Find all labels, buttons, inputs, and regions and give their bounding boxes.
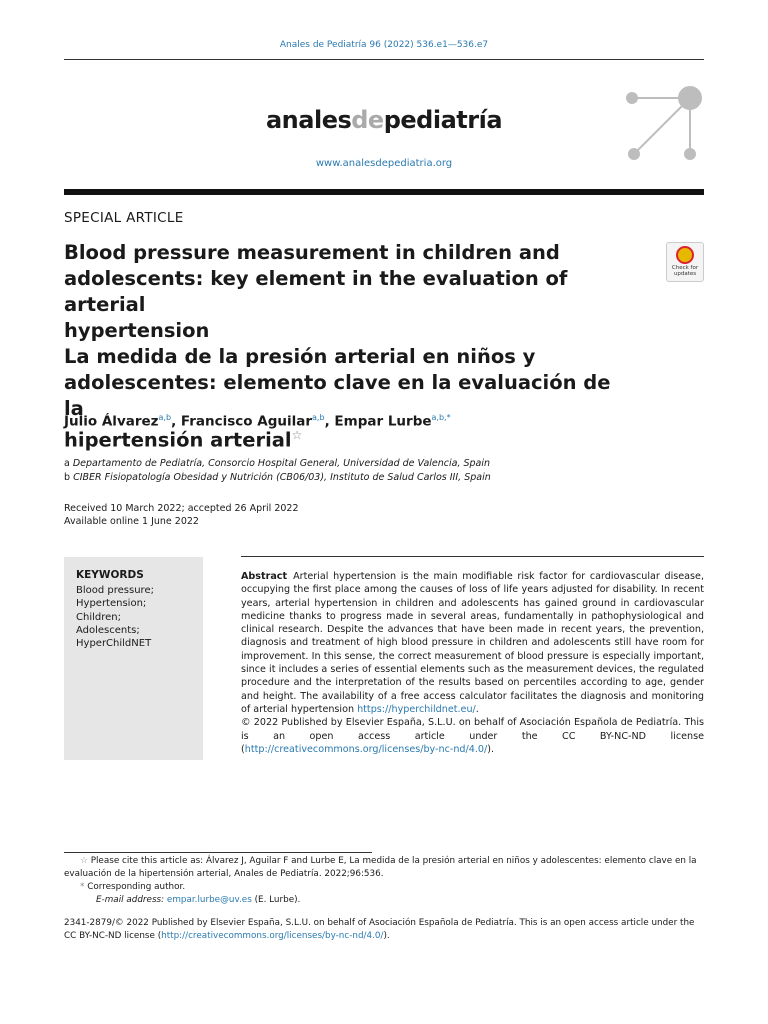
title-en-line: adolescents: key element in the evaluation of arterial <box>64 267 568 316</box>
keyword-item: Adolescents; <box>76 624 140 636</box>
abstract: Abstract Arterial hypertension is the main modifiable risk factor for cardiovascular disease, occupying the first place among the causes of loss of life years adjusted for disability. In recent years, arterial hypertension in children and adolescents has gained ground in cardiovascular medicine thanks to progress made in several areas, fundamentally in pathophysiological and clinical research. Despite the advances that have been made in recent years, the prevention, diagnosis and treatment of high blood pressure in children and adolescents still have room for improvement. In this sense, the correct measurement of blood pressure is especially important, since it includes a series of essential elements such as the measurement devices, the regulated procedure and the interpretation of the results based on percentiles according to age, gender and height. The availability of a free access calculator facilitates the diagnosis and monitoring of arterial hypertension https://hyperchildnet.eu/. © 2022 Published by Elsevier España, S.L.U. on behalf of Asociación Española de Pediatría. This is an open access article under the CC BY-NC-ND license (http://creativecommons.org/licenses/by-nc-nd/4.0/). <box>241 571 704 755</box>
keyword-item: Hypertension; <box>76 598 147 610</box>
abstract-label: Abstract <box>241 571 288 582</box>
title-en-line: Blood pressure measurement in children and <box>64 241 560 264</box>
license-link[interactable]: http://creativecommons.org/licenses/by-nc-nd/4.0/ <box>244 743 488 755</box>
author-list <box>64 413 451 430</box>
header-thick-rule <box>64 189 704 195</box>
online-date: Available online 1 June 2022 <box>64 516 199 527</box>
header-rule <box>64 59 704 60</box>
check-for-updates-badge[interactable]: Check for updates <box>666 242 704 282</box>
affiliation-a: a Departamento de Pediatría, Consorcio Hospital General, Universidad de Valencia, Spain <box>64 458 491 469</box>
keyword-item: Children; <box>76 611 121 623</box>
received-date: Received 10 March 2022; accepted 26 April 2022 <box>64 503 299 514</box>
title-en-line: hypertension <box>64 319 210 342</box>
author-name[interactable]: Julio Álvarez <box>64 413 159 430</box>
corresponding-author-note: * Corresponding author. <box>80 882 186 892</box>
footnote-rule <box>64 852 372 853</box>
abstract-rule <box>241 556 704 557</box>
author-affiliation-marks[interactable]: a,b <box>312 413 325 422</box>
email-link[interactable]: empar.lurbe@uv.es <box>166 895 252 905</box>
abstract-body: Arterial hypertension is the main modifiable risk factor for cardiovascular disease, occupying the first place among the causes of loss of life years adjusted for disability. In recent years, arterial hypertension in children and adolescents has gained ground in cardiovascular medicine thanks to progress made in several areas, fundamentally in pathophysiological and clinical research. Despite the advances that have been made in recent years, the prevention, diagnosis and treatment of high blood pressure in children and adolescents still have room for improvement. In this sense, the correct measurement of blood pressure is especially important, since it includes a series of essential elements such as the measurement devices, the regulated procedure and the interpretation of the results based on percentiles according to age, gender and height. The availability of a free access calculator facilitates the diagnosis and monitoring of arterial hypertension <box>241 571 704 715</box>
footer-license-link[interactable]: http://creativecommons.org/licenses/by-nc-nd/4.0/ <box>161 930 384 941</box>
author-name[interactable]: Empar Lurbe <box>334 413 432 430</box>
author-affiliation-marks[interactable]: a,b,* <box>431 413 451 422</box>
hyperchildnet-link[interactable]: https://hyperchildnet.eu/ <box>357 703 476 715</box>
title-es-line: La medida de la presión arterial en niños y <box>64 345 536 368</box>
affiliation-b: b CIBER Fisiopatología Obesidad y Nutrición (CB06/03), Instituto de Salud Carlos III, Spain <box>64 472 491 483</box>
keywords-box <box>64 557 203 760</box>
keywords-title: KEYWORDS <box>76 569 144 581</box>
section-label: SPECIAL ARTICLE <box>64 210 184 226</box>
journal-website-link[interactable]: www.analesdepediatria.org <box>315 158 453 169</box>
update-icon <box>676 246 694 264</box>
author-separator: , <box>171 413 181 430</box>
keyword-item: Blood pressure; <box>76 585 154 596</box>
author-affiliation-marks[interactable]: a,b <box>158 413 172 422</box>
title-es-line: hipertensión arterial☆ <box>64 428 303 452</box>
journal-network-icon <box>622 84 708 166</box>
author-name[interactable]: Francisco Aguilar <box>180 413 313 430</box>
copyright-text: © 2022 Published by Elsevier España, S.L.U. on behalf of Asociación Española de Pediatría. This is an open access article under the CC BY-NC-ND license ( <box>241 717 704 755</box>
keyword-item: HyperChildNET <box>76 638 152 650</box>
journal-reference[interactable]: Anales de Pediatría 96 (2022) 536.e1—536.e7 <box>279 40 489 50</box>
email-note: E-mail address: empar.lurbe@uv.es (E. Lurbe). <box>96 895 301 905</box>
issn-license-note: 2341-2879/© 2022 Published by Elsevier España, S.L.U. on behalf of Asociación Española de Pediatría. This is an open access article under the CC BY-NC-ND license (http://creativecommons.org/licenses/by-nc-nd/4.0/). <box>64 918 695 941</box>
citation-footnote: ☆ Please cite this article as: Álvarez J, Aguilar F and Lurbe E, La medida de la presión arterial en niños y adolescentes: elemento clave en la evaluación de la hipertensión arterial, Anales de Pediatría. 2022;96:536. <box>64 856 697 879</box>
author-separator: , <box>324 413 335 430</box>
title-es-line: adolescentes: elemento clave en la evaluación de la <box>64 371 611 420</box>
journal-logo: analesdepediatría <box>265 106 503 134</box>
title-footnote-star[interactable]: ☆ <box>291 428 303 442</box>
